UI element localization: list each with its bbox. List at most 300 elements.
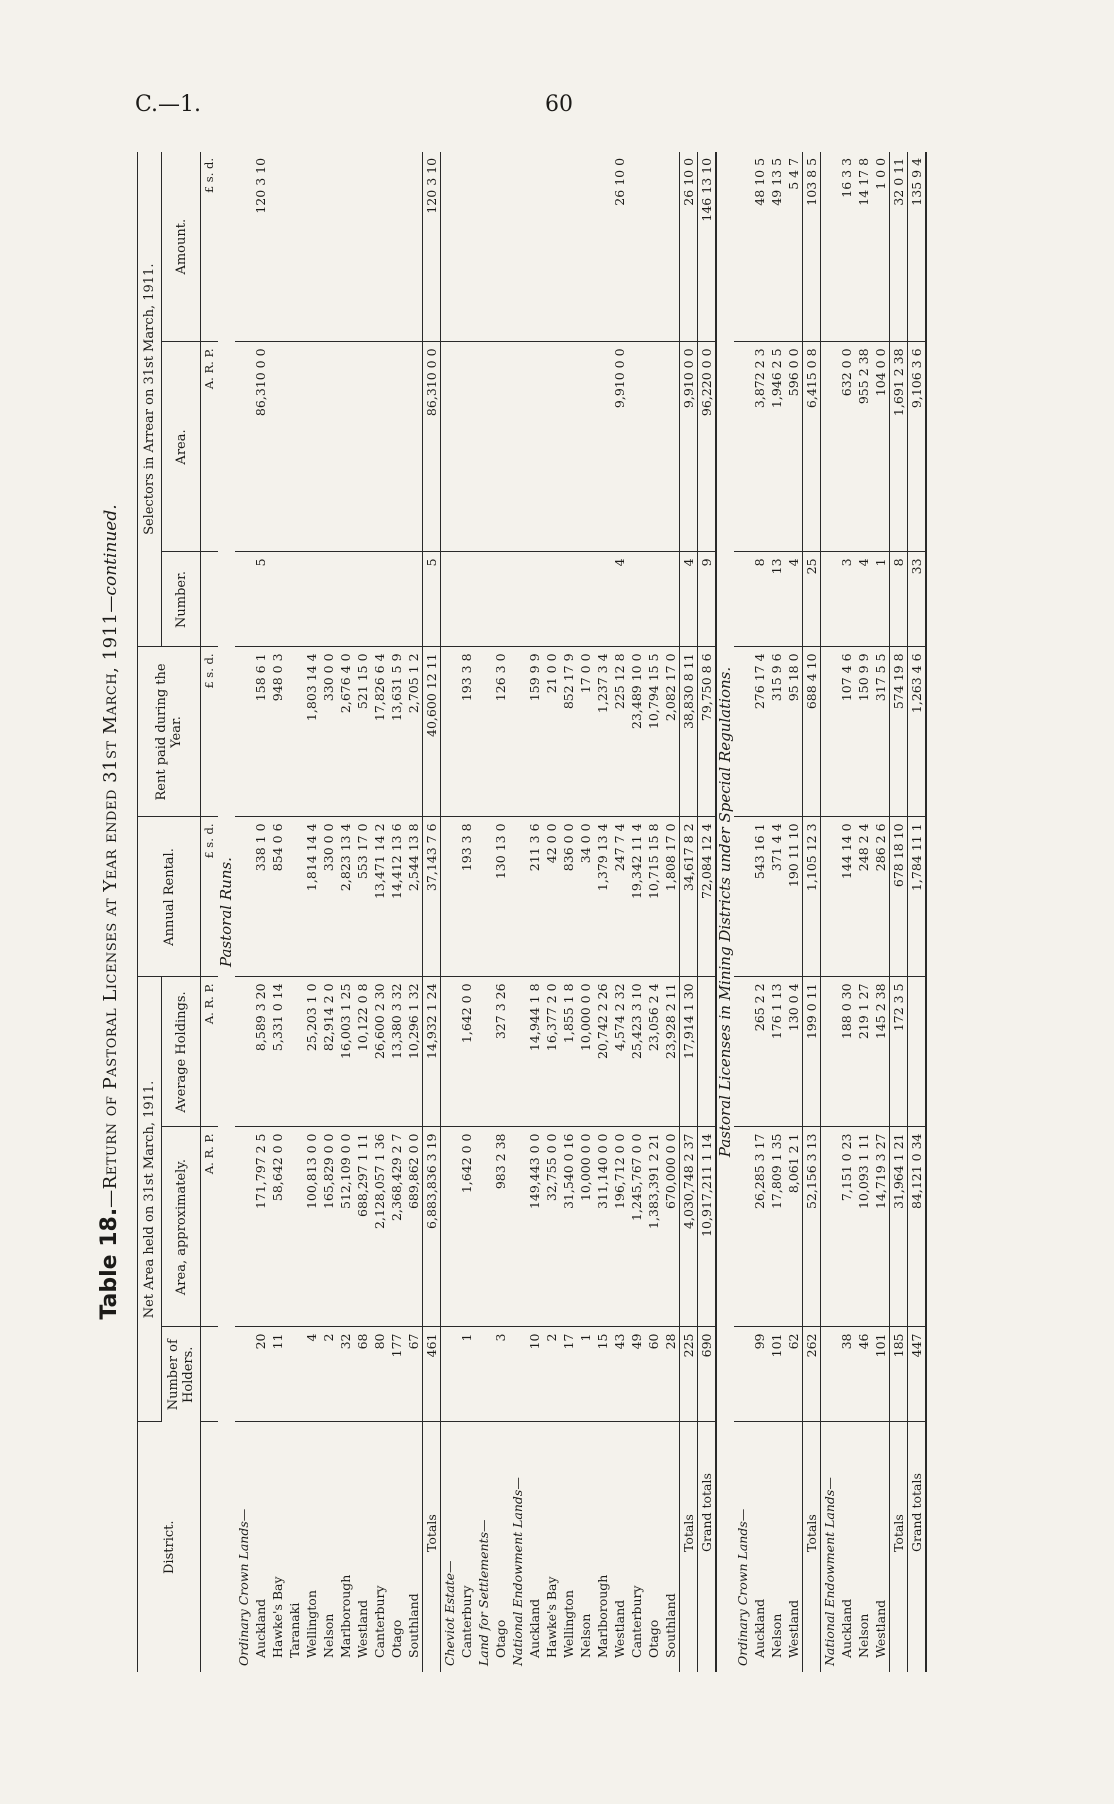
cell: 2,544 13 8: [405, 817, 423, 977]
cell: 84,121 0 34: [908, 1127, 927, 1327]
cell: 14,719 3 27: [872, 1127, 890, 1327]
cell: Canterbury: [459, 1585, 474, 1658]
cell: 338 1 0: [252, 817, 269, 977]
cell: 196,712 0 0: [611, 1127, 628, 1327]
cell: 80: [371, 1327, 388, 1422]
cell: 4,030,748 2 37: [680, 1127, 698, 1327]
cell: 17 0 0: [577, 647, 594, 817]
cell: 104 0 0: [872, 342, 890, 552]
cell: Marlborough: [595, 1574, 610, 1658]
cell: 40,600 12 11: [423, 647, 441, 817]
table-title-continued: —continued.: [101, 504, 121, 613]
cell: 9: [698, 552, 717, 647]
cell: 1,642 0 0: [458, 1127, 475, 1327]
cell: Grand totals: [698, 1422, 717, 1672]
cell: 2,676 4 0: [337, 647, 354, 817]
cell: [441, 977, 459, 1127]
cell: A. R. P.: [201, 1127, 219, 1327]
cell: 177: [388, 1327, 405, 1422]
cell: 13,471 14 2: [371, 817, 388, 977]
cell: 2,128,057 1 36: [371, 1127, 388, 1327]
cell: 10,715 15 8: [645, 817, 662, 977]
cell: [441, 1127, 459, 1327]
cell: 543 16 1: [751, 817, 768, 977]
cell: 171,797 2 5: [252, 1127, 269, 1327]
cell: [235, 817, 252, 977]
cell: 948 0 3: [269, 647, 286, 817]
section-title-row: [716, 152, 734, 1672]
cell: A. R. P.: [201, 977, 219, 1127]
cell: 4: [855, 552, 872, 647]
cell: 185: [890, 1327, 908, 1422]
cell: 120 3 10: [252, 152, 269, 342]
table-row: [388, 152, 405, 1672]
cell: 632 0 0: [838, 342, 855, 552]
cell: 6,883,836 3 19: [423, 1127, 441, 1327]
cell: 82,914 2 0: [320, 977, 337, 1127]
cell: 193 3 8: [458, 647, 475, 817]
cell: Southland: [663, 1593, 678, 1658]
col-rent-paid: Rent paid during the Year.: [138, 647, 201, 817]
cell: 1,814 14 4: [303, 817, 320, 977]
table-row: [252, 152, 269, 1672]
cell: [388, 552, 405, 647]
cell: 219 1 27: [855, 977, 872, 1127]
cell: 96,220 0 0: [698, 342, 717, 552]
cell: 371 4 4: [768, 817, 785, 977]
cell: [734, 977, 751, 1127]
cell: Grand totals: [908, 1422, 927, 1672]
cell: [441, 152, 459, 342]
cell: 190 11 10: [785, 817, 803, 977]
cell: 38: [838, 1327, 855, 1422]
cell: 836 0 0: [560, 817, 577, 977]
table-number: Table 18.: [97, 1207, 122, 1320]
cell: 17,809 1 35: [768, 1127, 785, 1327]
cell: Westland: [873, 1599, 888, 1658]
cell: [645, 552, 662, 647]
cell: [560, 552, 577, 647]
cell: 4,574 2 32: [611, 977, 628, 1127]
cell: [201, 1327, 219, 1422]
cell: 1,803 14 4: [303, 647, 320, 817]
cell: Otago: [646, 1619, 661, 1658]
cell: 149,443 0 0: [526, 1127, 543, 1327]
cell: 854 0 6: [269, 817, 286, 977]
cell: [235, 152, 252, 342]
cell: 48 10 5: [751, 152, 768, 342]
cell: Canterbury: [629, 1585, 644, 1658]
table-row: [577, 152, 594, 1672]
cell: 144 14 0: [838, 817, 855, 977]
col-district: District.: [138, 1422, 201, 1672]
cell: [560, 152, 577, 342]
cell: 1: [458, 1327, 475, 1422]
cell: [594, 552, 611, 647]
cell: Auckland: [527, 1598, 542, 1658]
cell: Totals: [680, 1422, 698, 1672]
cell: 1,245,767 0 0: [628, 1127, 645, 1327]
totals-row: [680, 152, 698, 1672]
cell: [662, 342, 680, 552]
cell: Wellington: [304, 1590, 319, 1658]
section-title: Pastoral Licenses in Mining Districts under Special Regulations.: [716, 666, 734, 1158]
cell: [303, 152, 320, 342]
table-row: [543, 152, 560, 1672]
cell: [286, 647, 303, 817]
cell: [354, 342, 371, 552]
grand-totals-row: [908, 152, 927, 1672]
cell: 10,000 0 0: [577, 1127, 594, 1327]
cell: 10,296 1 32: [405, 977, 423, 1127]
cell: [509, 552, 526, 647]
cell: [320, 152, 337, 342]
cell: 4: [785, 552, 803, 647]
table-row: [526, 152, 543, 1672]
cell: 689,862 0 0: [405, 1127, 423, 1327]
cell: Nelson: [321, 1613, 336, 1658]
cell: 5: [423, 552, 441, 647]
cell: 159 9 9: [526, 647, 543, 817]
cell: [594, 342, 611, 552]
cell: 199 0 11: [803, 977, 821, 1127]
cell: 32: [337, 1327, 354, 1422]
cell: [492, 152, 509, 342]
cell: 2,823 13 4: [337, 817, 354, 977]
cell: Auckland: [253, 1598, 268, 1658]
cell: Westland: [786, 1599, 801, 1658]
rotated-table-page: [57, 132, 1057, 1692]
cell: Totals: [423, 1422, 441, 1672]
cell: Totals: [803, 1422, 821, 1672]
cell: [235, 1127, 252, 1327]
cell: [628, 342, 645, 552]
cell: 13: [768, 552, 785, 647]
cell: Auckland: [752, 1598, 767, 1658]
cell: [821, 1327, 839, 1422]
cell: Nelson: [856, 1613, 871, 1658]
cell: 2,705 1 2: [405, 647, 423, 817]
cell: [458, 152, 475, 342]
cell: [441, 1327, 459, 1422]
cell: 315 9 6: [768, 647, 785, 817]
cell: Westland: [612, 1599, 627, 1658]
cell: [337, 342, 354, 552]
cell: Ordinary Crown Lands—: [236, 1508, 251, 1666]
cell: 553 17 0: [354, 817, 371, 977]
cell: 311,140 0 0: [594, 1127, 611, 1327]
cell: [405, 152, 423, 342]
cell: 225: [680, 1327, 698, 1422]
cell: 330 0 0: [320, 647, 337, 817]
cell: [286, 342, 303, 552]
cell: 276 17 4: [751, 647, 768, 817]
cell: 10,122 0 8: [354, 977, 371, 1127]
cell: 225 12 8: [611, 647, 628, 817]
cell: [269, 552, 286, 647]
cell: 690: [698, 1327, 717, 1422]
cell: [475, 1127, 492, 1327]
cell: [235, 552, 252, 647]
cell: 2: [320, 1327, 337, 1422]
cell: 25,203 1 0: [303, 977, 320, 1127]
cell: 10,000 0 0: [577, 977, 594, 1127]
col-sel-area: Area.: [162, 342, 201, 552]
table-row: [645, 152, 662, 1672]
cell: 99: [751, 1327, 768, 1422]
cell: 852 17 9: [560, 647, 577, 817]
cell: 68: [354, 1327, 371, 1422]
units-row: [201, 152, 219, 1672]
table-row: [872, 152, 890, 1672]
cell: [320, 342, 337, 552]
cell: 8,589 3 20: [252, 977, 269, 1127]
cell: A. R. P.: [201, 342, 219, 552]
cell: 52,156 3 13: [803, 1127, 821, 1327]
cell: [645, 342, 662, 552]
table-row: [611, 152, 628, 1672]
col-holders: Number of Holders.: [162, 1327, 201, 1422]
cell: 49: [628, 1327, 645, 1422]
cell: 95 18 0: [785, 647, 803, 817]
cell: 1,263 4 6: [908, 647, 927, 817]
cell: 86,310 0 0: [252, 342, 269, 552]
cell: 46: [855, 1327, 872, 1422]
cell: 16,377 2 0: [543, 977, 560, 1127]
cell: 26,600 2 30: [371, 977, 388, 1127]
cell: 72,084 12 4: [698, 817, 717, 977]
cell: [286, 977, 303, 1127]
cell: Southland: [406, 1593, 421, 1658]
cell: £ s. d.: [201, 817, 219, 977]
cell: 5 4 7: [785, 152, 803, 342]
cell: 2,368,429 2 7: [388, 1127, 405, 1327]
cell: 37,143 7 6: [423, 817, 441, 977]
cell: 32,755 0 0: [543, 1127, 560, 1327]
cell: 17,914 1 30: [680, 977, 698, 1127]
cell: 17: [560, 1327, 577, 1422]
cell: Hawke's Bay: [544, 1576, 559, 1658]
cell: 247 7 4: [611, 817, 628, 977]
cell: [235, 1327, 252, 1422]
cell: [371, 152, 388, 342]
cell: 146 13 10: [698, 152, 717, 342]
cell: [405, 552, 423, 647]
cell: 28: [662, 1327, 680, 1422]
cell: [475, 817, 492, 977]
table-body: [201, 152, 927, 1672]
cell: [492, 342, 509, 552]
table-row: [594, 152, 611, 1672]
table-row: [855, 152, 872, 1672]
cell: [821, 342, 839, 552]
cell: [286, 817, 303, 977]
cell: 25: [803, 552, 821, 647]
page-number: 60: [545, 92, 573, 117]
table-row: [337, 152, 354, 1672]
cell: 955 2 38: [855, 342, 872, 552]
cell: [354, 152, 371, 342]
cell: 2,082 17 0: [662, 647, 680, 817]
group-row: [441, 152, 459, 1672]
cell: 1,105 12 3: [803, 817, 821, 977]
cell: 4: [303, 1327, 320, 1422]
cell: 79,750 8 6: [698, 647, 717, 817]
cell: 265 2 2: [751, 977, 768, 1127]
cell: [543, 342, 560, 552]
cell: 1: [872, 552, 890, 647]
cell: 58,642 0 0: [269, 1127, 286, 1327]
cell: [303, 342, 320, 552]
cell: 20,742 2 26: [594, 977, 611, 1127]
cell: Ordinary Crown Lands—: [735, 1508, 750, 1666]
cell: 49 13 5: [768, 152, 785, 342]
cell: [475, 977, 492, 1127]
cell: 1,237 3 4: [594, 647, 611, 817]
totals-row: [423, 152, 441, 1672]
cell: [821, 647, 839, 817]
cell: 678 18 10: [890, 817, 908, 977]
cell: [286, 152, 303, 342]
cell: 172 3 5: [890, 977, 908, 1127]
cell: [441, 817, 459, 977]
cell: Auckland: [839, 1598, 854, 1658]
cell: 9,910 0 0: [611, 342, 628, 552]
cell: 1,379 13 4: [594, 817, 611, 977]
cell: [405, 342, 423, 552]
cell: 21 0 0: [543, 647, 560, 817]
cell: Cheviot Estate—: [442, 1560, 457, 1666]
cell: [441, 647, 459, 817]
table-row: [458, 152, 475, 1672]
cell: 34 0 0: [577, 817, 594, 977]
cell: 3: [492, 1327, 509, 1422]
cell: 3: [838, 552, 855, 647]
cell: [441, 552, 459, 647]
cell: Nelson: [769, 1613, 784, 1658]
cell: 32 0 11: [890, 152, 908, 342]
cell: [645, 152, 662, 342]
cell: 3,872 2 3: [751, 342, 768, 552]
cell: [543, 152, 560, 342]
cell: 158 6 1: [252, 647, 269, 817]
cell: [201, 1422, 219, 1672]
cell: 14,932 1 24: [423, 977, 441, 1127]
cell: [662, 152, 680, 342]
cell: 25,423 3 10: [628, 977, 645, 1127]
table-row: [303, 152, 320, 1672]
cell: 13,380 3 32: [388, 977, 405, 1127]
cell: National Endowment Lands—: [510, 1477, 525, 1666]
cell: 574 19 8: [890, 647, 908, 817]
cell: 4: [611, 552, 628, 647]
cell: [821, 817, 839, 977]
cell: 5,331 0 14: [269, 977, 286, 1127]
cell: Otago: [493, 1619, 508, 1658]
cell: 33: [908, 552, 927, 647]
cell: [526, 342, 543, 552]
cell: 38,830 8 11: [680, 647, 698, 817]
cell: 596 0 0: [785, 342, 803, 552]
cell: [509, 152, 526, 342]
cell: Hawke's Bay: [270, 1576, 285, 1658]
cell: 688 4 10: [803, 647, 821, 817]
cell: 16,003 1 25: [337, 977, 354, 1127]
cell: 130 13 0: [492, 817, 509, 977]
table-row: [838, 152, 855, 1672]
cell: 188 0 30: [838, 977, 855, 1127]
cell: 62: [785, 1327, 803, 1422]
cell: 86,310 0 0: [423, 342, 441, 552]
table-row: [405, 152, 423, 1672]
cell: 14,944 1 8: [526, 977, 543, 1127]
cell: 20: [252, 1327, 269, 1422]
cell: 15: [594, 1327, 611, 1422]
cell: [628, 152, 645, 342]
cell: [734, 1327, 751, 1422]
cell: 1,946 2 5: [768, 342, 785, 552]
cell: [235, 342, 252, 552]
cell: 512,109 0 0: [337, 1127, 354, 1327]
cell: 19,342 11 4: [628, 817, 645, 977]
cell: 8,061 2 1: [785, 1127, 803, 1327]
cell: 8: [890, 552, 908, 647]
cell: 34,617 8 2: [680, 817, 698, 977]
cell: 17,826 6 4: [371, 647, 388, 817]
cell: 101: [872, 1327, 890, 1422]
cell: 10,093 1 11: [855, 1127, 872, 1327]
cell: 9,910 0 0: [680, 342, 698, 552]
cell: [371, 342, 388, 552]
cell: 176 1 13: [768, 977, 785, 1127]
cell: [441, 342, 459, 552]
col-area: Area, approximately.: [162, 1127, 201, 1327]
cell: [526, 552, 543, 647]
col-average: Average Holdings.: [162, 977, 201, 1127]
cell: Marlborough: [338, 1574, 353, 1658]
cell: 5: [252, 552, 269, 647]
group-row: [509, 152, 526, 1672]
table-row: [662, 152, 680, 1672]
cell: [628, 552, 645, 647]
cell: [594, 152, 611, 342]
cell: Taranaki: [287, 1602, 302, 1658]
cell: [269, 152, 286, 342]
page-code: C.—1.: [135, 92, 202, 117]
cell: 211 3 6: [526, 817, 543, 977]
cell: 23,056 2 4: [645, 977, 662, 1127]
cell: [286, 1127, 303, 1327]
cell: [908, 977, 927, 1127]
group-row: [734, 152, 751, 1672]
cell: 31,540 0 16: [560, 1127, 577, 1327]
cell: 1,784 11 1: [908, 817, 927, 977]
cell: 1 0 0: [872, 152, 890, 342]
cell: 327 3 26: [492, 977, 509, 1127]
cell: 145 2 38: [872, 977, 890, 1127]
cell: 103 8 5: [803, 152, 821, 342]
group-row: [821, 152, 839, 1672]
table-row: [751, 152, 768, 1672]
cell: 6,415 0 8: [803, 342, 821, 552]
table-row: [286, 152, 303, 1672]
cell: [337, 152, 354, 342]
cell: [388, 342, 405, 552]
cell: [526, 152, 543, 342]
cell: [734, 817, 751, 977]
cell: [577, 152, 594, 342]
cell: 1: [577, 1327, 594, 1422]
